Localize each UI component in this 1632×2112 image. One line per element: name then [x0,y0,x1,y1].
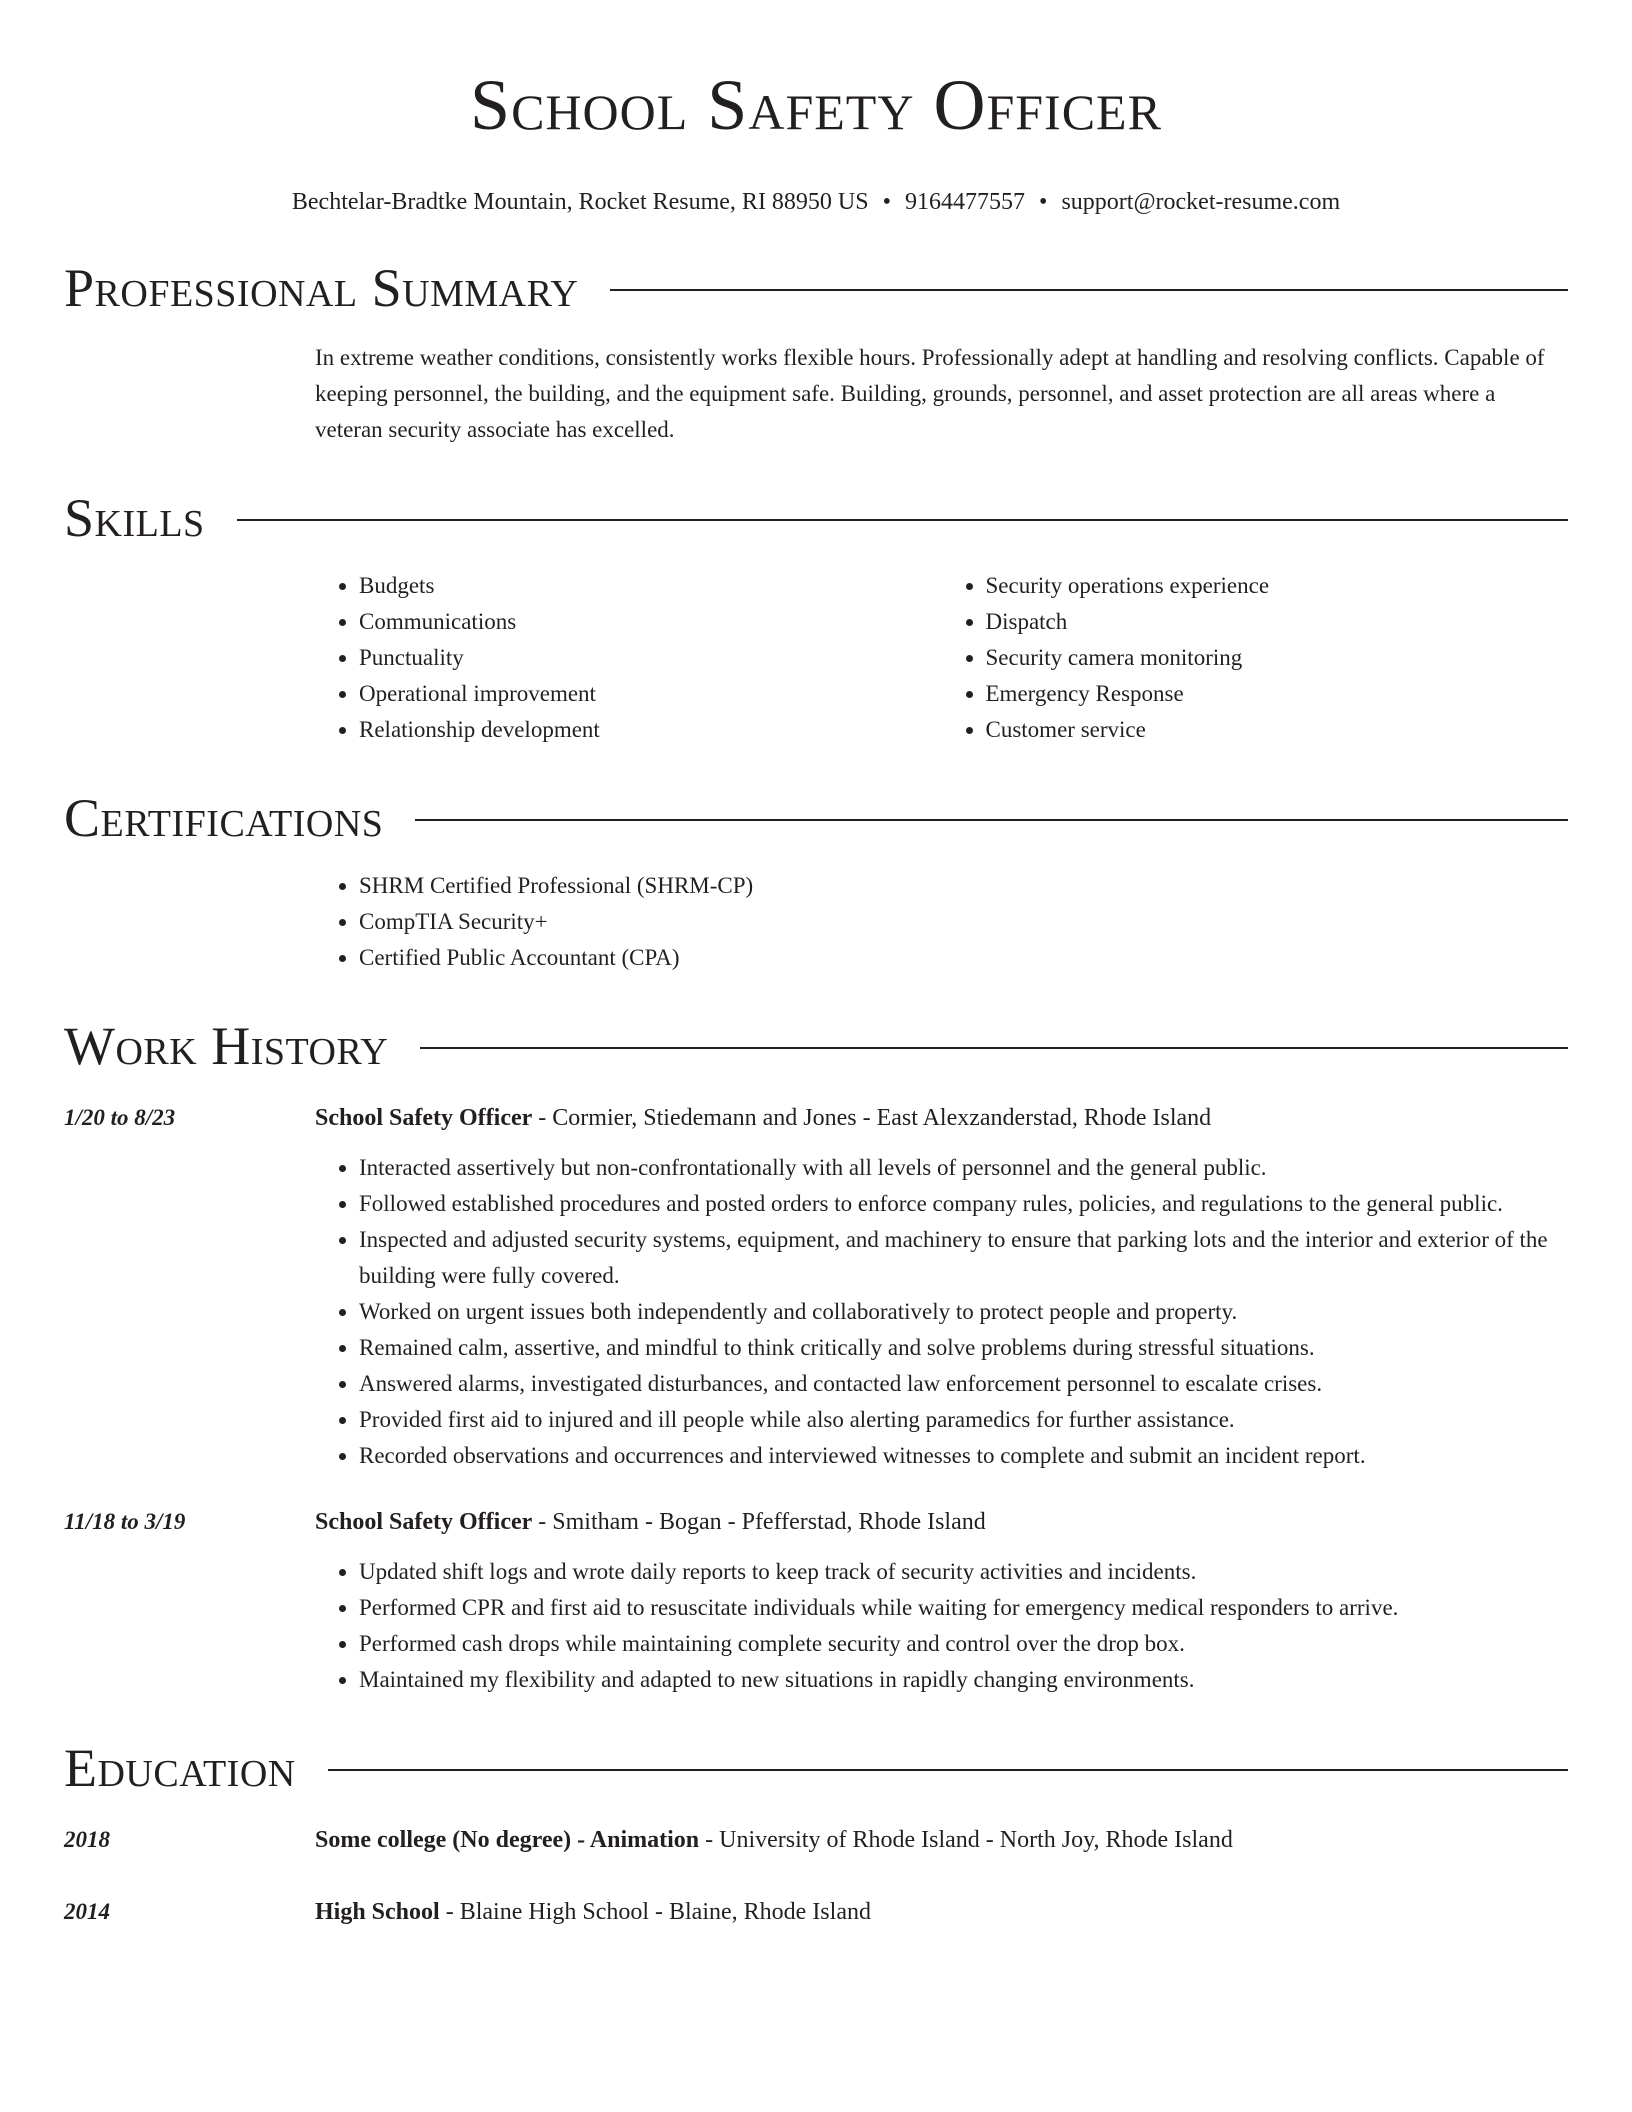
job-bullet: • Recorded observations and occurrences and interviewed witnesses to complete and submit an incident report. [359,1438,1568,1474]
job-bullet: • Provided first aid to injured and ill people while also alerting paramedics for further assistance. [359,1402,1568,1438]
section-heading: Skills [64,488,205,548]
summary-text: In extreme weather conditions, consistently works flexible hours. Professionally adept at handling and resolving conflicts. Capable of keeping personnel, the building, and the equipment safe. Building, grounds, personnel, and asset protection are all areas where a veteran security associate has excelled. [315,345,1545,442]
summary-section-header [64,258,1568,318]
skill-item: • Dispatch [986,604,1569,640]
contact-line [64,186,1568,218]
skill-item: • Security operations experience [986,568,1569,604]
certification-item: • Certified Public Accountant (CPA) [359,940,1568,976]
phone: 9164477557 [905,189,1026,215]
job-entry [64,1504,1568,1698]
work-history-section-header [64,1016,1568,1076]
certifications-list [315,868,1568,976]
email: support@rocket-resume.com [1061,189,1341,215]
job-title-line [315,1100,1211,1136]
job-dates: 11/18 to 3/19 [64,1509,186,1534]
job-bullet: • Interacted assertively but non-confrontationally with all levels of personnel and the general public. [359,1150,1568,1186]
job-dates: 1/20 to 8/23 [64,1105,176,1130]
section-divider [328,1769,1568,1771]
job-bullets [315,1150,1568,1474]
certifications-section-header [64,788,1568,848]
job-bullet: • Followed established procedures and posted orders to enforce company rules, policies, and regulations to the general public. [359,1186,1568,1222]
job-employer: - Cormier, Stiedemann and Jones - East Alexzanderstad, Rhode Island [532,1105,1212,1131]
job-bullet: • Performed CPR and first aid to resuscitate individuals while waiting for emergency medical responders to arrive. [359,1590,1568,1626]
skill-item: • Communications [359,604,942,640]
education-degree: Some college (No degree) - Animation [315,1827,700,1853]
skill-item: • Operational improvement [359,676,942,712]
job-title: School Safety Officer [315,1105,533,1131]
job-bullet: • Inspected and adjusted security systems, equipment, and machinery to ensure that parking lots and the interior and exterior of the building were fully covered. [359,1222,1568,1294]
job-bullet: • Remained calm, assertive, and mindful to think critically and solve problems during stressful situations. [359,1330,1568,1366]
education-year: 2014 [64,1899,110,1924]
job-bullet: • Answered alarms, investigated disturbances, and contacted law enforcement personnel to escalate crises. [359,1366,1568,1402]
section-divider [415,819,1568,821]
address: Bechtelar-Bradtke Mountain, Rocket Resume, RI 88950 US [291,189,869,215]
skills-column-right [942,568,1569,748]
job-bullet: • Updated shift logs and wrote daily reports to keep track of security activities and incidents. [359,1554,1568,1590]
job-header [64,1504,1568,1540]
job-bullets [315,1554,1568,1698]
job-title-line [315,1504,986,1540]
job-bullet: • Worked on urgent issues both independently and collaboratively to protect people and property. [359,1294,1568,1330]
skill-item: • Emergency Response [986,676,1569,712]
certification-item: • CompTIA Security+ [359,904,1568,940]
education-degree: High School [315,1899,440,1925]
skill-item: • Customer service [986,712,1569,748]
job-header [64,1100,1568,1136]
separator: • [1039,189,1048,215]
education-line [315,1894,871,1930]
skill-item: • Punctuality [359,640,942,676]
skills-list [315,568,1568,748]
education-entry [64,1894,1568,1930]
skill-item: • Budgets [359,568,942,604]
job-title: School Safety Officer [315,1509,533,1535]
section-heading: Work History [64,1016,389,1076]
skills-column-left [315,568,942,748]
education-school: - Blaine High School - Blaine, Rhode Island [439,1899,871,1925]
section-heading: Education [64,1738,296,1798]
skill-item: • Security camera monitoring [986,640,1569,676]
skill-item: • Relationship development [359,712,942,748]
job-entry [64,1100,1568,1474]
section-heading: Professional Summary [64,258,579,318]
education-entry [64,1822,1568,1858]
certification-item: • SHRM Certified Professional (SHRM-CP) [359,868,1568,904]
skills-section-header [64,488,1568,548]
education-section-header [64,1738,1568,1798]
education-line [315,1822,1233,1858]
education-school: - University of Rhode Island - North Joy, Rhode Island [699,1827,1233,1853]
job-employer: - Smitham - Bogan - Pfefferstad, Rhode Island [532,1509,986,1535]
resume-name: School Safety Officer [470,65,1162,145]
section-heading: Certifications [64,788,384,848]
job-bullet: • Performed cash drops while maintaining complete security and control over the drop box. [359,1626,1568,1662]
job-bullet: • Maintained my flexibility and adapted to new situations in rapidly changing environments. [359,1662,1568,1698]
separator: • [882,189,892,215]
section-divider [420,1047,1568,1049]
section-divider [610,289,1568,291]
section-divider [237,519,1568,521]
education-year: 2018 [64,1827,110,1852]
